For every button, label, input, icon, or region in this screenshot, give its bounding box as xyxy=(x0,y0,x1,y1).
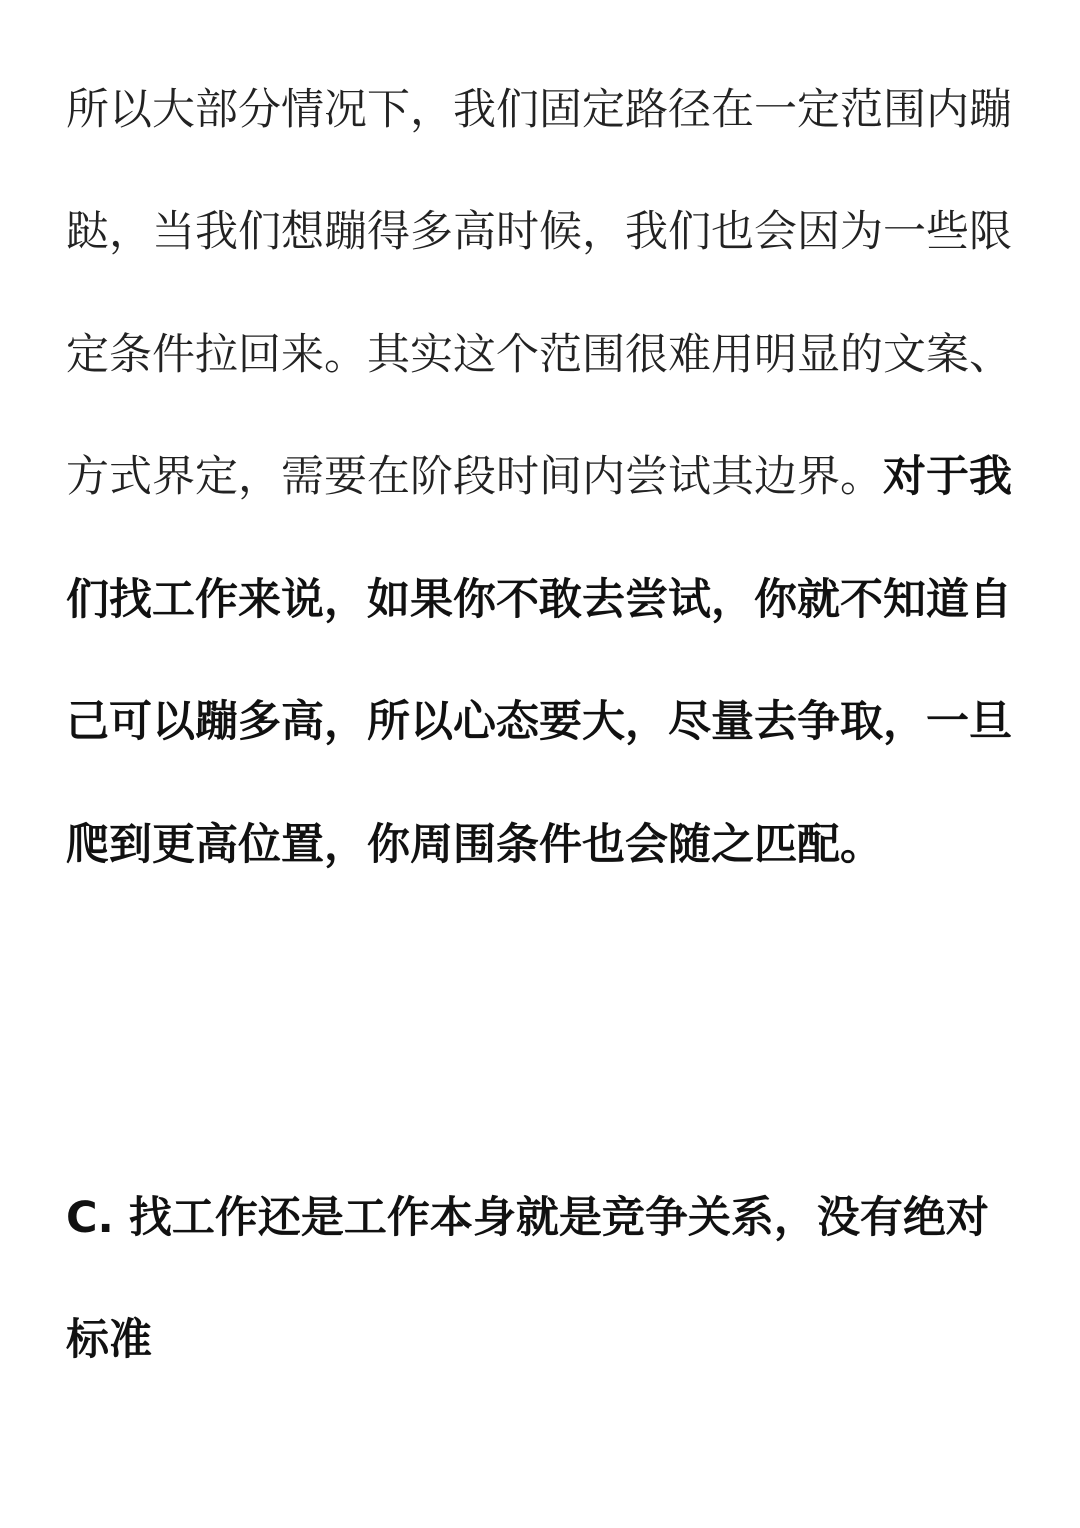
paragraph-bold-text: 们找工作来说，如果你不敢去尝试，你就不知道自 xyxy=(66,575,1012,625)
paragraph-text: 定条件拉回来。其实这个范围很难用明显的文案、 xyxy=(66,330,1012,380)
paragraph-bold-text: 爬到更高位置，你周围条件也会随之匹配。 xyxy=(66,820,883,870)
paragraph-line-7 xyxy=(66,815,1014,875)
paragraph-line-5 xyxy=(66,570,1014,630)
paragraph-text: 方式界定，需要在阶段时间内尝试其边界。 xyxy=(66,452,883,502)
section-heading-line-1 xyxy=(66,1188,1014,1248)
paragraph-text: 所以大部分情况下，我们固定路径在一定范围内蹦 xyxy=(66,85,1012,135)
paragraph-line-2 xyxy=(66,202,1014,262)
paragraph-line-1 xyxy=(66,80,1014,140)
paragraph-bold-text: 己可以蹦多高，所以心态要大，尽量去争取，一旦 xyxy=(66,697,1012,747)
paragraph-text: 跶，当我们想蹦得多高时候，我们也会因为一些限 xyxy=(66,207,1012,257)
section-heading-line-2 xyxy=(66,1310,1014,1370)
paragraph-line-4 xyxy=(66,447,1014,507)
paragraph-bold-text: 对于我 xyxy=(883,452,1012,502)
paragraph-line-3 xyxy=(66,325,1014,385)
section-heading-text: C. 找工作还是工作本身就是竞争关系，没有绝对 xyxy=(66,1193,989,1243)
paragraph-line-6 xyxy=(66,692,1014,752)
section-heading-text: 标准 xyxy=(66,1315,152,1365)
